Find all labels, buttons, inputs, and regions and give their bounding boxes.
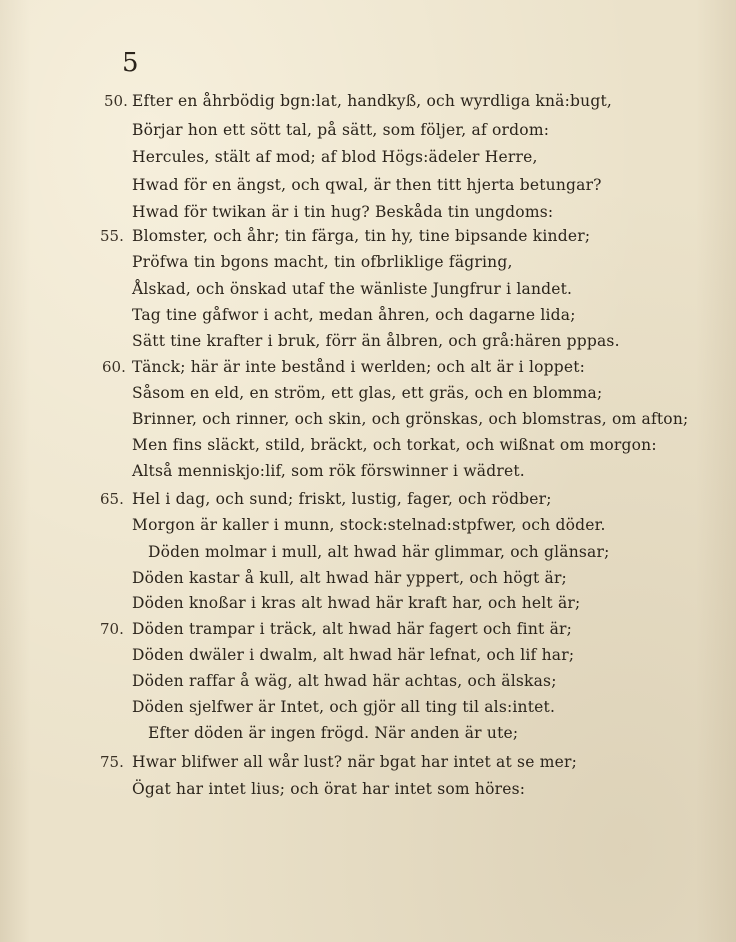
verse-line: Sätt tine krafter i bruk, förr än ålbren, och grå:hären pppas. (132, 332, 620, 350)
line-number: 50. (104, 92, 128, 110)
verse-line: Altså menniskjo:lif, som rök förswinner i wädret. (132, 462, 525, 480)
verse-line: Såsom en eld, en ström, ett glas, ett gräs, och en blomma; (132, 384, 603, 402)
line-number: 55. (100, 227, 124, 245)
verse-line: Efter en åhrbödig bgn:lat, handkyß, och wyrdliga knä:bugt, (132, 92, 613, 110)
page-number: 5 (122, 48, 139, 78)
verse-line: Döden trampar i träck, alt hwad här fagert och fint är; (132, 620, 573, 638)
verse-line: Hel i dag, och sund; friskt, lustig, fager, och rödber; (132, 490, 552, 508)
verse-line: Blomster, och åhr; tin färga, tin hy, tine bipsande kinder; (132, 227, 591, 245)
line-number: 75. (100, 753, 124, 771)
verse-line: Efter döden är ingen frögd. När anden är ute; (148, 724, 519, 742)
verse-line: Ögat har intet lius; och örat har intet som höres: (132, 780, 526, 798)
verse-line: Morgon är kaller i munn, stock:stelnad:stpfwer, och döder. (132, 516, 606, 534)
verse-line: Döden dwäler i dwalm, alt hwad här lefnat, och lif har; (132, 646, 575, 664)
verse-line: Döden sjelfwer är Intet, och gjör all ting til als:intet. (132, 698, 556, 716)
verse-line: Hwad för twikan är i tin hug? Beskåda tin ungdoms: (132, 203, 554, 221)
line-number: 60. (102, 358, 126, 376)
verse-line: Brinner, och rinner, och skin, och grönskas, och blomstras, om afton; (132, 410, 689, 428)
verse-line: Döden raffar å wäg, alt hwad här achtas, och älskas; (132, 672, 557, 690)
verse-line: Döden knoßar i kras alt hwad här kraft har, och helt är; (132, 594, 581, 612)
line-number: 70. (100, 620, 124, 638)
verse-line: Döden kastar å kull, alt hwad här yppert, och högt är; (132, 569, 567, 587)
verse-line: Pröfwa tin bgons macht, tin ofbrliklige fägring, (132, 253, 513, 271)
verse-line: Hwad för en ängst, och qwal, är then titt hjerta betungar? (132, 176, 602, 194)
verse-line: Börjar hon ett sött tal, på sätt, som följer, af ordom: (132, 121, 550, 139)
verse-line: Tag tine gåfwor i acht, medan åhren, och dagarne lida; (132, 306, 576, 324)
verse-line: Men fins släckt, stild, bräckt, och torkat, och wißnat om morgon: (132, 436, 657, 454)
verse-line: Tänck; här är inte bestånd i werlden; och alt är i loppet: (132, 358, 586, 376)
line-number: 65. (100, 490, 124, 508)
verse-line: Döden molmar i mull, alt hwad här glimmar, och glänsar; (148, 543, 610, 561)
verse-line: Ålskad, och önskad utaf the wänliste Jungfrur i landet. (132, 280, 573, 298)
verse-line: Hercules, stält af mod; af blod Högs:ädeler Herre, (132, 148, 538, 166)
verse-line: Hwar blifwer all wår lust? när bgat har intet at se mer; (132, 753, 578, 771)
